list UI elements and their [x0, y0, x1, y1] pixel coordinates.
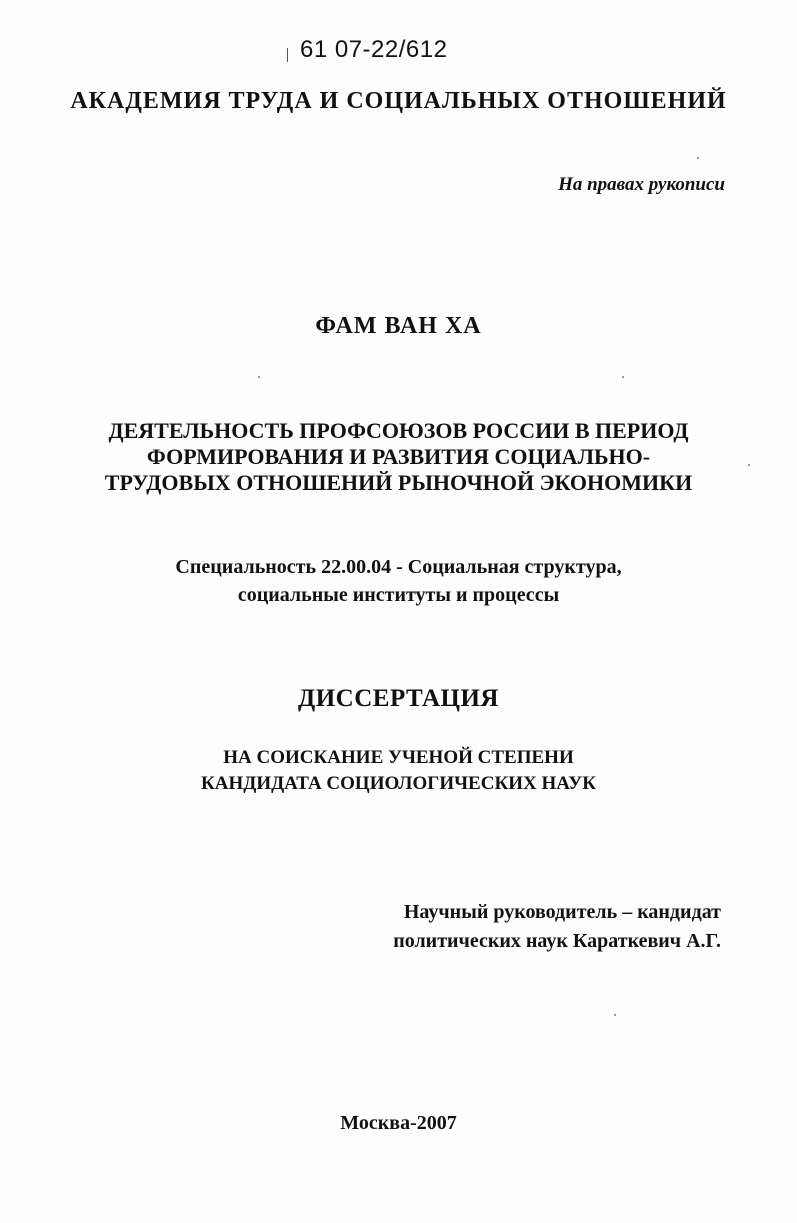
author-name: ФАМ ВАН ХА: [315, 313, 482, 339]
specialty-line: Специальность 22.00.04 - Социальная структура,: [175, 556, 622, 578]
title-line: ДЕЯТЕЛЬНОСТЬ ПРОФСОЮЗОВ РОССИИ В ПЕРИОД: [108, 418, 689, 443]
document-type: ДИССЕРТАЦИЯ: [298, 685, 499, 712]
scientific-supervisor: [393, 898, 721, 956]
scan-speck: [614, 1014, 616, 1016]
city-and-year: Москва-2007: [340, 1112, 457, 1134]
scan-mark: [287, 48, 288, 62]
scan-speck: [697, 157, 699, 159]
dissertation-title: [60, 418, 737, 496]
degree-line: КАНДИДАТА СОЦИОЛОГИЧЕСКИХ НАУК: [200, 773, 597, 794]
supervisor-line: Научный руководитель – кандидат: [403, 901, 721, 923]
title-line: ТРУДОВЫХ ОТНОШЕНИЙ РЫНОЧНОЙ ЭКОНОМИКИ: [104, 470, 693, 495]
specialty-line: социальные институты и процессы: [237, 584, 560, 606]
degree-line: НА СОИСКАНИЕ УЧЕНОЙ СТЕПЕНИ: [223, 747, 574, 768]
specialty: [80, 553, 717, 609]
archive-stamp-number: 61 07-22/612: [300, 36, 448, 63]
degree-sought: [60, 745, 737, 797]
scan-speck: [258, 376, 260, 378]
title-line: ФОРМИРОВАНИЯ И РАЗВИТИЯ СОЦИАЛЬНО-: [146, 444, 651, 469]
scan-speck: [622, 376, 624, 378]
institution-name: АКАДЕМИЯ ТРУДА И СОЦИАЛЬНЫХ ОТНОШЕНИЙ: [70, 88, 727, 114]
rights-note: На правах рукописи: [558, 174, 725, 195]
supervisor-line: политических наук Караткевич А.Г.: [393, 930, 721, 952]
scan-speck: [748, 464, 750, 466]
